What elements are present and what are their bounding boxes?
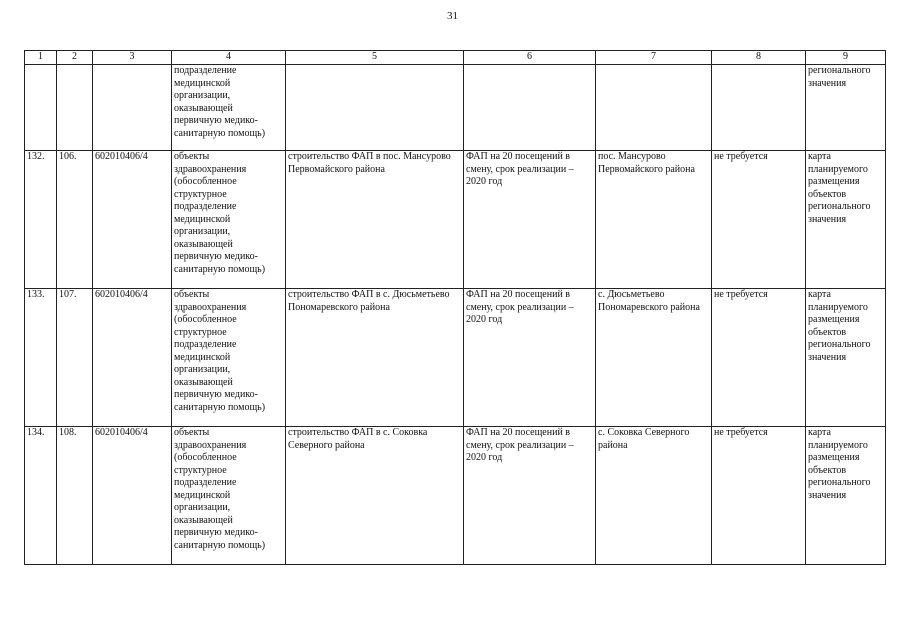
table-row xyxy=(25,427,886,565)
cell-item-number: 108. xyxy=(57,427,93,565)
cell-location: с. Соковка Северного района xyxy=(596,427,712,565)
cell-object-type: объекты здравоохранения (обособленное структурное подразделение медицинской организации, оказывающей первичную медико-санитарную помощь) xyxy=(172,151,286,289)
cell-zone: не требуется xyxy=(712,427,806,565)
cell-activity: строительство ФАП в с. Соковка Северного района xyxy=(286,427,464,565)
column-header: 5 xyxy=(286,51,464,65)
page-number: 31 xyxy=(447,10,458,22)
column-header: 7 xyxy=(596,51,712,65)
cell-code: 602010406/4 xyxy=(93,289,172,427)
cell-location xyxy=(596,65,712,151)
cell-characteristics: ФАП на 20 посещений в смену, срок реализации – 2020 год xyxy=(464,289,596,427)
cell-zone xyxy=(712,65,806,151)
cell-object-type: объекты здравоохранения (обособленное структурное подразделение медицинской организации, оказывающей первичную медико-санитарную помощь) xyxy=(172,427,286,565)
table-row xyxy=(25,151,886,289)
cell-row-number: 132. xyxy=(25,151,57,289)
cell-code xyxy=(93,65,172,151)
cell-location: с. Дюсьметьево Пономаревского района xyxy=(596,289,712,427)
cell-code: 602010406/4 xyxy=(93,427,172,565)
cell-row-number: 133. xyxy=(25,289,57,427)
cell-zone: не требуется xyxy=(712,289,806,427)
cell-characteristics xyxy=(464,65,596,151)
column-header: 1 xyxy=(25,51,57,65)
table-row-continuation xyxy=(25,65,886,151)
cell-item-number: 107. xyxy=(57,289,93,427)
cell-item-number: 106. xyxy=(57,151,93,289)
cell-row-number xyxy=(25,65,57,151)
cell-map-reference: карта планируемого размещения объектов регионального значения xyxy=(806,427,886,565)
cell-map-reference: карта планируемого размещения объектов регионального значения xyxy=(806,289,886,427)
column-header: 6 xyxy=(464,51,596,65)
cell-activity: строительство ФАП в пос. Мансурово Первомайского района xyxy=(286,151,464,289)
cell-characteristics: ФАП на 20 посещений в смену, срок реализации – 2020 год xyxy=(464,427,596,565)
cell-map-reference: карта планируемого размещения объектов регионального значения xyxy=(806,151,886,289)
planning-table xyxy=(24,50,886,565)
cell-characteristics: ФАП на 20 посещений в смену, срок реализации – 2020 год xyxy=(464,151,596,289)
cell-object-type: объекты здравоохранения (обособленное структурное подразделение медицинской организации, оказывающей первичную медико-санитарную помощь) xyxy=(172,289,286,427)
column-header: 9 xyxy=(806,51,886,65)
column-header: 4 xyxy=(172,51,286,65)
cell-zone: не требуется xyxy=(712,151,806,289)
header-row xyxy=(25,51,886,65)
cell-item-number xyxy=(57,65,93,151)
column-header: 8 xyxy=(712,51,806,65)
cell-object-type: подразделение медицинской организации, оказывающей первичную медико-санитарную помощь) xyxy=(172,65,286,151)
cell-map-reference: регионального значения xyxy=(806,65,886,151)
cell-row-number: 134. xyxy=(25,427,57,565)
column-header: 2 xyxy=(57,51,93,65)
cell-activity: строительство ФАП в с. Дюсьметьево Пономаревского района xyxy=(286,289,464,427)
column-header: 3 xyxy=(93,51,172,65)
cell-location: пос. Мансурово Первомайского района xyxy=(596,151,712,289)
cell-code: 602010406/4 xyxy=(93,151,172,289)
table-row xyxy=(25,289,886,427)
cell-activity xyxy=(286,65,464,151)
